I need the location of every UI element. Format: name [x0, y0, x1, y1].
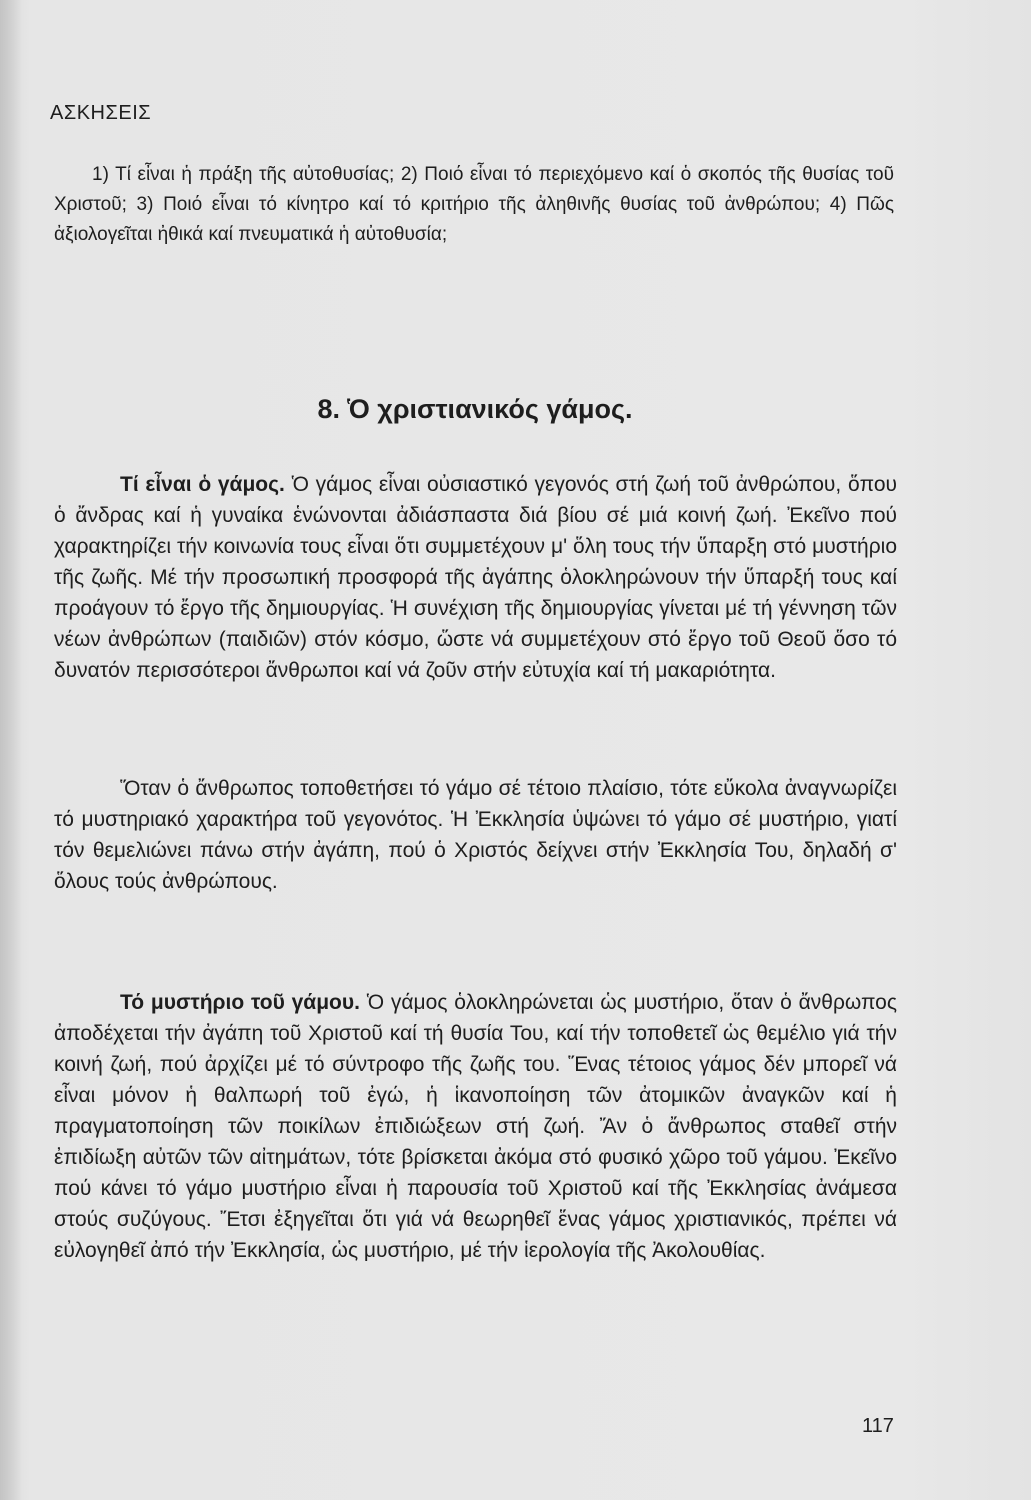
paragraph-sacrament-of-marriage [54, 987, 897, 1266]
paragraph-lead: Τό μυστήριο τοῦ γάμου. [120, 991, 360, 1014]
section-label: ΑΣΚΗΣΕΙΣ [50, 102, 152, 124]
paragraph-lead: Τί εἶναι ὁ γάμος. [120, 473, 285, 496]
paragraph-text: Ὁ γάμος ὁλοκληρώνεται ὡς μυστήριο, ὅταν ὁ ἄνθρωπος ἀποδέχεται τήν ἀγάπη τοῦ Χριστοῦ καί τή θυσία Του, καί τήν τοποθετεῖ ὡς θεμέλιο γιά τήν κοινή ζωή, πού ἀρχίζει μέ τό σύντροφο τῆς ζωῆς του. Ἕνας τέτοιος γάμος δέν μπορεῖ νά εἶναι μόνον ἡ θαλπωρή τοῦ ἐγώ, ἡ ἱκανοποίηση τῶν ἀτομικῶν ἀναγκῶν καί ἡ πραγματοποίηση τῶν ποικίλων ἐπιδιώξεων στή ζωή. Ἄν ὁ ἄνθρωπος σταθεῖ στήν ἐπιδίωξη αὐτῶν τῶν αἰτημάτων, τότε βρίσκεται ἀκόμα στό φυσικό χῶρο τοῦ γάμου. Ἐκεῖνο πού κάνει τό γάμο μυστήριο εἶναι ἡ παρουσία τοῦ Χριστοῦ καί τῆς Ἐκκλησίας ἀνάμεσα στούς συζύγους. Ἔτσι ἐξηγεῖται ὅτι γιά νά θεωρηθεῖ ἕνας γάμος χριστιανικός, πρέπει νά εὐλογηθεῖ ἀπό τήν Ἐκκλησία, ὡς μυστήριο, μέ τήν ἱερολογία τῆς Ἀκολουθίας. [54, 991, 897, 1262]
binding-shadow [0, 0, 22, 1500]
chapter-title: 8. Ὁ χριστιανικός γάμος. [317, 394, 633, 424]
page-number: 117 [862, 1415, 894, 1437]
exercises-text: 1) Τί εἶναι ἡ πράξη τῆς αὐτοθυσίας; 2) Ποιό εἶναι τό περιεχόμενο καί ὁ σκοπός τῆς θυσίας τοῦ Χριστοῦ; 3) Ποιό εἶναι τό κίνητρο καί τό κριτήριο τῆς ἀληθινῆς θυσίας τοῦ ἀνθρώπου; 4) Πῶς ἀξιολογεῖται ἠθικά καί πνευματικά ἡ αὐτοθυσία; [54, 164, 894, 245]
paragraph-mystery-context [54, 773, 897, 897]
paragraph-text: Ὁ γάμος εἶναι οὐσιαστικό γεγονός στή ζωή τοῦ ἀνθρώπου, ὅπου ὁ ἄνδρας καί ἡ γυναίκα ἑνώνονται ἀδιάσπαστα διά βίου σέ μιά κοινή ζωή. Ἐκεῖνο πού χαρακτηρίζει τήν κοινωνία τους εἶναι ὅτι συμμετέχουν μ' ὅλη τους τήν ὕπαρξη στό μυστήριο τῆς ζωῆς. Μέ τήν προσωπική προσφορά τῆς ἀγάπης ὁλοκληρώνουν τήν ὕπαρξή τους καί προάγουν τό ἔργο τῆς δημιουργίας. Ἡ συνέχιση τῆς δημιουργίας γίνεται μέ τή γέννηση τῶν νέων ἀνθρώπων (παιδιῶν) στόν κόσμο, ὥστε νά συμμετέχουν στό ἔργο τοῦ Θεοῦ ὅσο τό δυνατόν περισσότεροι ἄνθρωποι καί νά ζοῦν στήν εὐτυχία καί τή μακαριότητα. [54, 473, 897, 682]
paragraph-what-is-marriage [54, 469, 897, 686]
paragraph-text: Ὅταν ὁ ἄνθρωπος τοποθετήσει τό γάμο σέ τέτοιο πλαίσιο, τότε εὔκολα ἀναγνωρίζει τό μυστηριακό χαρακτήρα τοῦ γεγονότος. Ἡ Ἐκκλησία ὑψώνει τό γάμο σέ μυστήριο, γιατί τόν θεμελιώνει πάνω στήν ἀγάπη, πού ὁ Χριστός δείχνει στήν Ἐκκλησία Του, δηλαδή σ' ὅλους τούς ἀνθρώπους. [54, 777, 897, 893]
